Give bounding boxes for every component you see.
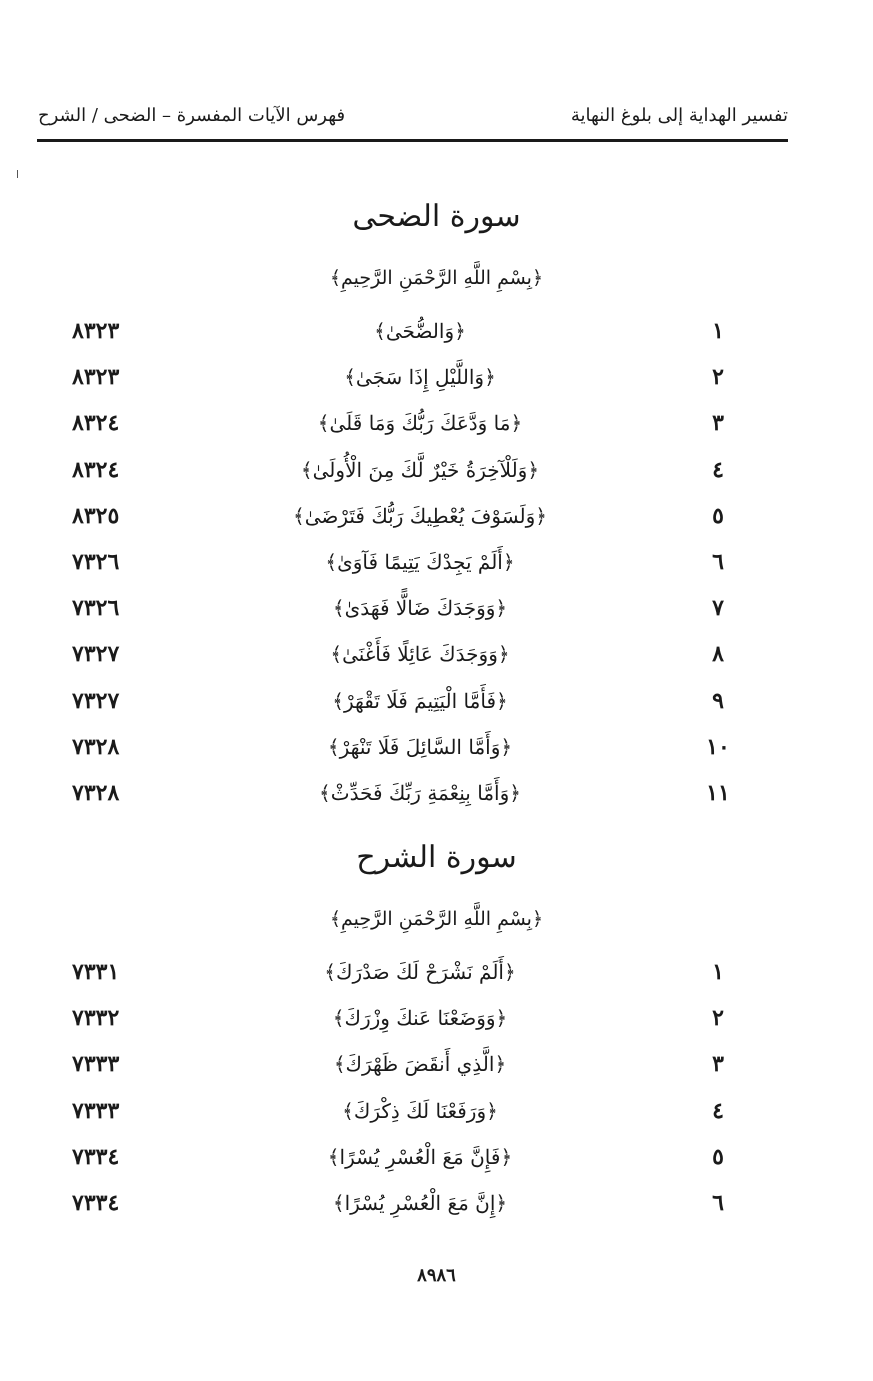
surah-title: سورة الضحى [352, 199, 521, 234]
surah-title: سورة الشرح [356, 840, 517, 875]
verse-text: ﴿إِنَّ مَعَ الْعُسْرِ يُسْرًا﴾ [332, 1190, 508, 1215]
verse-number: ٤ [712, 456, 724, 483]
verse-row [0, 1041, 873, 1087]
page-number: ٨٩٨٦ [417, 1265, 456, 1286]
verse-number: ٥ [712, 1143, 724, 1170]
verse-list [0, 949, 873, 1226]
verse-row [0, 539, 873, 585]
verse-row [0, 1088, 873, 1134]
page-reference: ٧٣٢٧ [72, 687, 120, 714]
page-reference: ٧٣٢٧ [72, 641, 120, 668]
verse-text: ﴿وَلَسَوْفَ يُعْطِيكَ رَبُّكَ فَتَرْضَىٰ﴾ [292, 503, 548, 528]
header-rule [37, 139, 788, 142]
basmala: ﴿بِسْمِ اللَّهِ الرَّحْمَنِ الرَّحِيمِ﴾ [329, 908, 544, 930]
verse-text: ﴿أَلَمْ نَشْرَحْ لَكَ صَدْرَكَ﴾ [324, 960, 516, 984]
margin-mark [17, 170, 18, 178]
verse-row [0, 1134, 873, 1180]
verse-number: ٣ [712, 1051, 724, 1078]
surah-section-sharh [0, 833, 873, 1226]
verse-number: ٢ [712, 364, 724, 391]
verse-number: ٦ [712, 1189, 724, 1216]
verse-text: ﴿أَلَمْ يَجِدْكَ يَتِيمًا فَآوَىٰ﴾ [325, 549, 515, 574]
verse-row [0, 308, 873, 354]
page-reference: ٨٣٢٣ [72, 364, 120, 391]
verse-text: ﴿وَرَفَعْنَا لَكَ ذِكْرَكَ﴾ [342, 1098, 498, 1123]
verse-row [0, 585, 873, 631]
verse-row [0, 493, 873, 539]
verse-text: ﴿وَوَضَعْنَا عَنكَ وِزْرَكَ﴾ [332, 1006, 508, 1031]
verse-text: ﴿وَوَجَدَكَ عَائِلًا فَأَغْنَىٰ﴾ [330, 642, 510, 667]
verse-number: ٥ [712, 502, 724, 529]
page-reference: ٧٣٢٦ [72, 595, 120, 622]
verse-text: ﴿وَأَمَّا السَّائِلَ فَلَا تَنْهَرْ﴾ [327, 734, 513, 759]
verse-text: ﴿وَلَلْآخِرَةُ خَيْرٌ لَّكَ مِنَ الْأُولَىٰ﴾ [300, 457, 540, 482]
verse-number: ١٠ [706, 733, 730, 760]
verse-row [0, 447, 873, 493]
page-reference: ٨٣٢٣ [72, 318, 120, 344]
verse-text: ﴿وَوَجَدَكَ ضَالًّا فَهَدَىٰ﴾ [332, 596, 508, 621]
verse-row [0, 678, 873, 724]
page-reference: ٧٣٣٤ [72, 1143, 120, 1170]
verse-number: ٦ [712, 548, 724, 575]
book-title: تفسير الهداية إلى بلوغ النهاية [570, 105, 788, 126]
basmala: ﴿بِسْمِ اللَّهِ الرَّحْمَنِ الرَّحِيمِ﴾ [329, 267, 544, 289]
verse-text: ﴿الَّذِي أَنقَضَ ظَهْرَكَ﴾ [333, 1052, 507, 1077]
page-reference: ٧٣٣٣ [72, 1097, 120, 1124]
verse-text: ﴿فَإِنَّ مَعَ الْعُسْرِ يُسْرًا﴾ [327, 1144, 513, 1169]
page-reference: ٧٣٣٢ [72, 1005, 120, 1032]
verse-text: ﴿مَا وَدَّعَكَ رَبُّكَ وَمَا قَلَىٰ﴾ [317, 411, 523, 436]
verse-number: ١ [712, 318, 724, 344]
verse-number: ٧ [712, 595, 724, 622]
surah-section-duha [0, 192, 873, 816]
page-reference: ٧٣٢٨ [72, 779, 120, 806]
verse-row [0, 631, 873, 677]
page-reference: ٧٣٣١ [72, 959, 120, 985]
page-reference: ٨٣٢٤ [72, 410, 120, 437]
verse-text: ﴿فَأَمَّا الْيَتِيمَ فَلَا تَقْهَرْ﴾ [332, 688, 508, 713]
verse-number: ٩ [712, 687, 724, 714]
verse-row [0, 400, 873, 446]
verse-number: ٤ [712, 1097, 724, 1124]
verse-row [0, 995, 873, 1041]
page-reference: ٨٣٢٥ [72, 502, 120, 529]
verse-number: ١١ [706, 779, 730, 806]
verse-text: ﴿وَأَمَّا بِنِعْمَةِ رَبِّكَ فَحَدِّثْ﴾ [319, 780, 521, 805]
verse-number: ٨ [712, 641, 724, 668]
verse-row [0, 1180, 873, 1226]
verse-row [0, 770, 873, 816]
page-reference: ٧٣٣٤ [72, 1189, 120, 1216]
verse-number: ١ [712, 959, 724, 985]
verse-text: ﴿وَاللَّيْلِ إِذَا سَجَىٰ﴾ [344, 365, 496, 390]
verse-number: ٢ [712, 1005, 724, 1032]
verse-row [0, 354, 873, 400]
page-reference: ٧٣٢٦ [72, 548, 120, 575]
page-reference: ٨٣٢٤ [72, 456, 120, 483]
section-title: فهرس الآيات المفسرة – الضحى / الشرح [38, 105, 346, 126]
verse-row [0, 724, 873, 770]
page-reference: ٧٣٣٣ [72, 1051, 120, 1078]
page-reference: ٧٣٢٨ [72, 733, 120, 760]
verse-text: ﴿وَالضُّحَىٰ﴾ [374, 319, 466, 343]
running-head [38, 105, 788, 135]
verse-list [0, 308, 873, 816]
verse-row [0, 949, 873, 995]
verse-number: ٣ [712, 410, 724, 437]
